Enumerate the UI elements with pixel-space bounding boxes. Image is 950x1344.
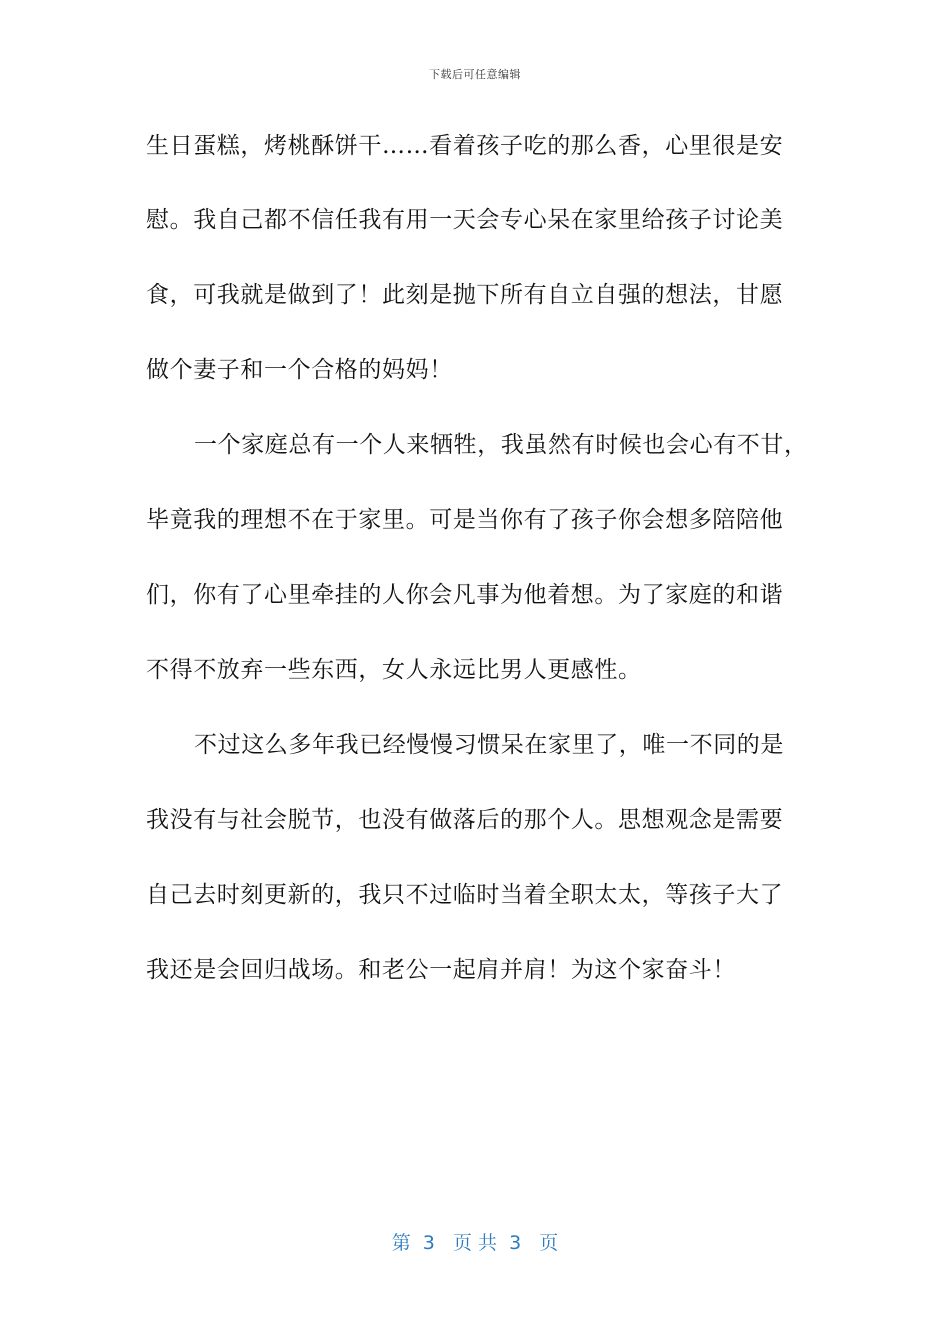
text-line-10: 我没有与社会脱节，也没有做落后的那个人。思想观念是需要 xyxy=(146,807,784,833)
text-line-8: 不得不放弃一些东西，女人永远比男人更感性。 xyxy=(146,657,642,683)
page-footer: 第 3 页 共 3 页 xyxy=(391,1232,559,1254)
text-line-6: 毕竟我的理想不在于家里。可是当你有了孩子你会想多陪陪他 xyxy=(146,507,784,533)
text-line-1: 生日蛋糕，烤桃酥饼干……看着孩子吃的那么香，心里很是安 xyxy=(146,133,784,159)
paragraph-start-line-5: 一个家庭总有一个人来牺牲，我虽然有时候也会心有不甘， xyxy=(194,432,808,458)
text-line-4: 做个妻子和一个合格的妈妈！ xyxy=(146,357,453,383)
text-line-11: 自己去时刻更新的，我只不过临时当着全职太太，等孩子大了 xyxy=(146,882,784,908)
text-line-2: 慰。我自己都不信任我有用一天会专心呆在家里给孩子讨论美 xyxy=(146,207,784,233)
paragraph-start-line-9: 不过这么多年我已经慢慢习惯呆在家里了，唯一不同的是 xyxy=(194,732,784,758)
text-line-12: 我还是会回归战场。和老公一起肩并肩！为这个家奋斗！ xyxy=(146,957,736,983)
text-line-7: 们，你有了心里牵挂的人你会凡事为他着想。为了家庭的和谐 xyxy=(146,582,784,608)
page-header: 下载后可任意编辑 xyxy=(429,68,521,81)
text-line-3: 食，可我就是做到了！此刻是抛下所有自立自强的想法，甘愿 xyxy=(146,282,784,308)
